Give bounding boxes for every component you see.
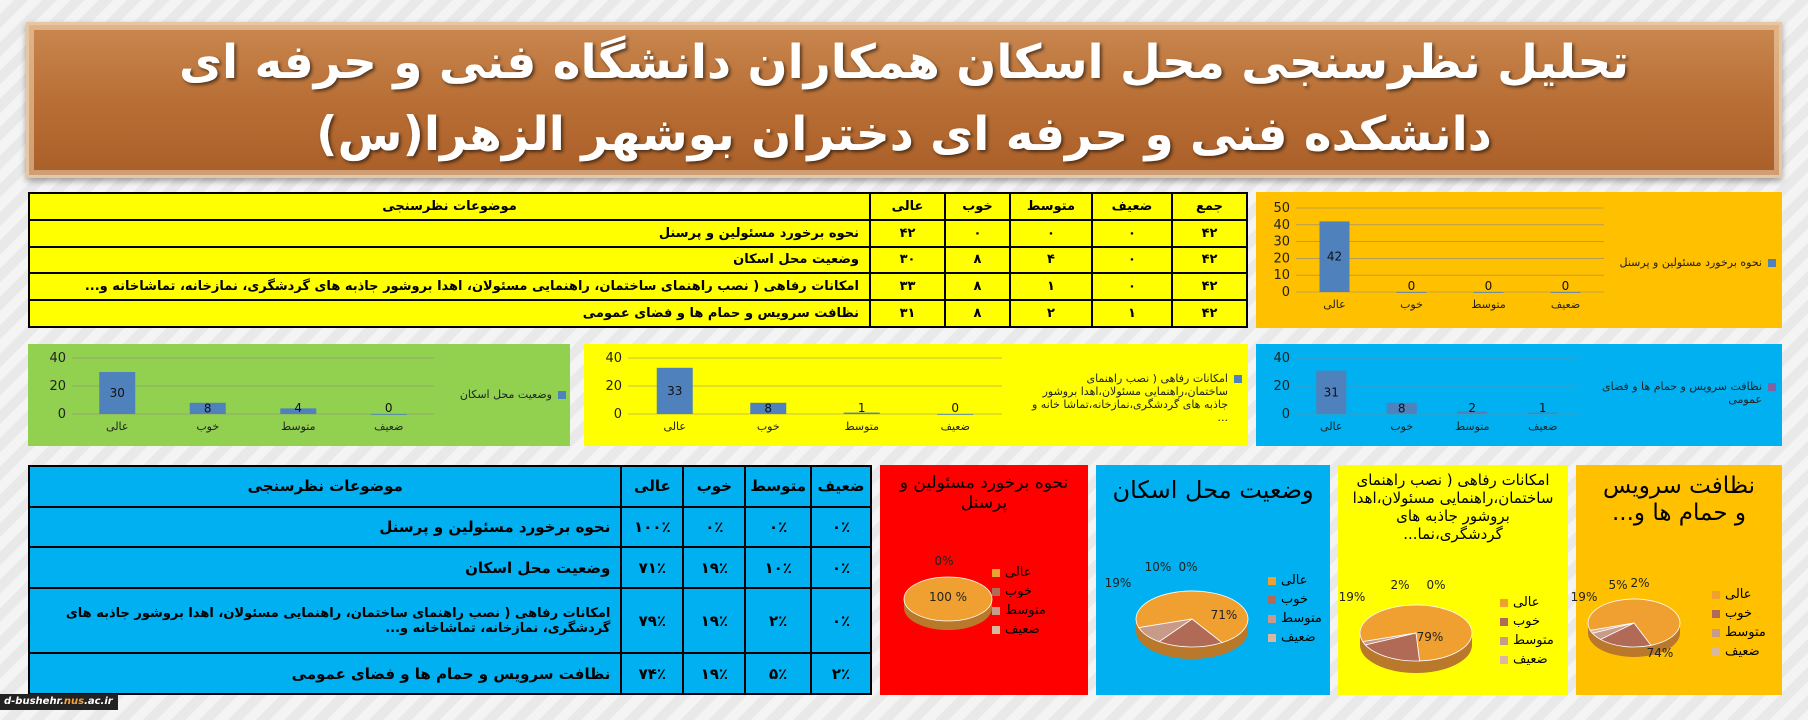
x-tick-label: ضعیف: [940, 420, 970, 433]
table-row: [29, 220, 1247, 247]
pie-legend-swatch: [1500, 599, 1508, 607]
cell-excellent: ۷۹٪: [621, 588, 683, 653]
bar-chart-amenities: [584, 344, 1248, 446]
pie-legend-item: [1268, 573, 1322, 588]
pie-legend-item: [1712, 644, 1766, 659]
x-tick-label: متوسط: [1454, 420, 1490, 433]
cell-average: ۲٪: [745, 588, 811, 653]
x-tick-label: ضعیف: [374, 420, 404, 433]
pie-title: وضعیت محل اسکان: [1112, 476, 1314, 504]
pie-legend-swatch: [992, 607, 1000, 615]
pie-legend-label: خوب: [1513, 614, 1540, 629]
pie-legend: [1500, 595, 1554, 671]
cell-good: ۸: [945, 273, 1010, 300]
cell-weak: ۰٪: [811, 588, 871, 653]
table-row: [29, 653, 871, 694]
footer-suffix: .ac.ir: [84, 696, 113, 707]
cell-topic: نحوه برخورد مسئولین و پرسنل: [29, 220, 870, 247]
pie-legend-label: ضعیف: [1725, 644, 1760, 659]
bar-chart-staff: [1256, 192, 1782, 328]
footer-url: [0, 694, 118, 710]
pie-legend-swatch: [1268, 634, 1276, 642]
cell-excellent: ۴۲: [870, 220, 945, 247]
y-tick-label: 20: [1273, 251, 1290, 267]
pie-title: نحوه برخورد مسئولین و پرسنل: [899, 473, 1069, 513]
x-tick-label: خوب: [1400, 298, 1423, 311]
col-good: خوب: [945, 193, 1010, 220]
counts-table: [28, 192, 1248, 328]
counts-table-header: [29, 193, 1247, 220]
data-label: 33: [667, 383, 683, 398]
legend-label: وضعیت محل اسکان: [459, 388, 552, 401]
cell-weak: ۰: [1092, 220, 1172, 247]
pie-title: امکانات رفاهی ( نصب راهنمای ساختمان،راهنمایی مسئولان،اهدا بروشور جاذبه های گردشگری،نما...: [1352, 471, 1554, 543]
legend-label: نظافت سرویس و حمام ها و فضای عمومی: [1601, 380, 1762, 406]
pie-label: 5%: [1608, 578, 1628, 592]
pie-legend-label: عالی: [1513, 595, 1540, 610]
x-tick-label: خوب: [196, 420, 220, 433]
pie-legend-swatch: [992, 569, 1000, 577]
pie-legend-label: ضعیف: [1005, 622, 1040, 637]
x-tick-label: عالی: [663, 420, 686, 433]
pie-legend: [992, 565, 1046, 641]
legend-label: امکانات رفاهی ( نصب راهنمای ساختمان،راهنمایی مسئولان،اهدا بروشور جاذبه های گردشگری،نمازخانه،تماشا خانه و ...: [1032, 372, 1228, 424]
pie-svg: [880, 465, 1088, 695]
bar-chart-cleanliness: [1256, 344, 1782, 446]
pie-label: 0%: [1426, 578, 1446, 592]
x-tick-label: متوسط: [844, 420, 880, 433]
col-weak: ضعیف: [811, 466, 871, 507]
col-average: متوسط: [745, 466, 811, 507]
data-label: 2: [1468, 401, 1477, 415]
y-tick-label: 40: [1273, 217, 1290, 233]
chart-legend: [448, 388, 566, 401]
cell-good: ۱۹٪: [683, 653, 745, 694]
x-tick-label: عالی: [1320, 420, 1343, 433]
pie-legend-item: [992, 603, 1046, 618]
table-row: [29, 247, 1247, 274]
legend-swatch: [1768, 259, 1776, 267]
pie-label: 2%: [1390, 578, 1410, 592]
pie-legend: [1268, 573, 1322, 649]
data-label: 0: [951, 401, 960, 415]
y-tick-label: 10: [1273, 268, 1290, 284]
pie-legend-item: [1500, 633, 1554, 648]
cell-total: ۴۲: [1172, 300, 1247, 327]
pie-legend-item: [1268, 592, 1322, 607]
y-tick-label: 40: [49, 351, 66, 366]
cell-topic: امکانات رفاهی ( نصب راهنمای ساختمان، راهنمایی مسئولان، اهدا بروشور جاذبه های گردشگری، نمازخانه، تماشاخانه و...: [29, 588, 621, 653]
legend-label: نحوه برخورد مسئولین و پرسنل: [1619, 256, 1762, 269]
data-label: 4: [294, 401, 303, 415]
col-good: خوب: [683, 466, 745, 507]
cell-average: ۰٪: [745, 507, 811, 548]
pie-title: نظافت سرویس و حمام ها و...: [1603, 473, 1755, 526]
pie-legend: [1712, 587, 1766, 663]
cell-average: ۵٪: [745, 653, 811, 694]
x-tick-label: ضعیف: [1550, 298, 1581, 311]
cell-average: ۱: [1010, 273, 1092, 300]
pie-label: 19%: [1104, 576, 1132, 590]
y-tick-label: 20: [1273, 379, 1290, 394]
chart-legend: [1592, 380, 1776, 406]
data-label: 8: [1397, 401, 1406, 416]
col-topic: موضوعات نظرسنجی: [29, 466, 621, 507]
cell-topic: وضعیت محل اسکان: [29, 547, 621, 588]
y-tick-label: 40: [1273, 351, 1290, 366]
x-tick-label: متوسط: [280, 420, 316, 433]
cell-excellent: ۱۰۰٪: [621, 507, 683, 548]
pie-legend-swatch: [1268, 577, 1276, 585]
pie-legend-swatch: [1712, 629, 1720, 637]
y-tick-label: 20: [605, 379, 622, 394]
pie-legend-swatch: [1712, 648, 1720, 656]
cell-topic: نظافت سرویس و حمام ها و فضای عمومی: [29, 653, 621, 694]
pie-legend-swatch: [992, 588, 1000, 596]
pie-legend-label: خوب: [1725, 606, 1752, 621]
cell-average: ۰: [1010, 220, 1092, 247]
cell-weak: ۲٪: [811, 653, 871, 694]
cell-weak: ۰: [1092, 273, 1172, 300]
pie-legend-swatch: [1500, 618, 1508, 626]
x-tick-label: ضعیف: [1528, 420, 1558, 433]
col-excellent: عالی: [870, 193, 945, 220]
percent-table: [28, 465, 872, 695]
pie-legend-item: [992, 622, 1046, 637]
title-banner: [26, 22, 1782, 178]
pie-legend-label: خوب: [1005, 584, 1032, 599]
pie-label: 0%: [934, 554, 954, 568]
cell-excellent: ۳۳: [870, 273, 945, 300]
cell-total: ۴۲: [1172, 220, 1247, 247]
col-total: جمع: [1172, 193, 1247, 220]
data-label: 30: [109, 386, 125, 400]
pie-label: 10%: [1144, 560, 1172, 574]
pie-legend-label: عالی: [1281, 573, 1308, 588]
table-row: [29, 588, 871, 653]
col-average: متوسط: [1010, 193, 1092, 220]
cell-topic: نحوه برخورد مسئولین و پرسنل: [29, 507, 621, 548]
data-label: 0: [1484, 279, 1493, 293]
pie-chart-amenities: [1338, 465, 1568, 695]
title-line-2: دانشکده فنی و حرفه ای دختران بوشهر الزهرا(س): [316, 107, 1492, 162]
data-label: 1: [1538, 401, 1547, 415]
pie-legend-swatch: [992, 626, 1000, 634]
data-label: 8: [764, 401, 773, 416]
pie-chart-housing: [1096, 465, 1330, 695]
cell-topic: نظافت سرویس و حمام ها و فضای عمومی: [29, 300, 870, 327]
pie-label: 19%: [1338, 590, 1366, 604]
table-row: [29, 300, 1247, 327]
pie-legend-item: [1500, 652, 1554, 667]
cell-average: ۲: [1010, 300, 1092, 327]
pie-legend-label: ضعیف: [1513, 652, 1548, 667]
cell-good: ۸: [945, 300, 1010, 327]
bar-chart-housing: [28, 344, 570, 446]
pie-label: 0%: [1178, 560, 1198, 574]
data-label: 1: [857, 401, 866, 415]
pie-chart-cleanliness: [1570, 465, 1782, 695]
legend-swatch: [1234, 375, 1242, 383]
y-tick-label: 0: [1281, 285, 1290, 300]
col-excellent: عالی: [621, 466, 683, 507]
table-row: [29, 507, 871, 548]
pie-legend-item: [1712, 587, 1766, 602]
pie-legend-swatch: [1268, 596, 1276, 604]
pie-label: 74%: [1646, 646, 1674, 660]
cell-good: ۱۹٪: [683, 547, 745, 588]
data-label: 0: [1407, 279, 1416, 293]
footer-prefix: d-bushehr.: [4, 696, 64, 707]
cell-good: ۰٪: [683, 507, 745, 548]
pie-legend-swatch: [1500, 656, 1508, 664]
cell-excellent: ۷۴٪: [621, 653, 683, 694]
pie-legend-label: ضعیف: [1281, 630, 1316, 645]
pie-label: 19%: [1570, 590, 1598, 604]
cell-excellent: ۳۰: [870, 247, 945, 274]
pie-legend-swatch: [1500, 637, 1508, 645]
pie-legend-label: عالی: [1725, 587, 1752, 602]
cell-total: ۴۲: [1172, 273, 1247, 300]
x-tick-label: متوسط: [1471, 298, 1506, 311]
percent-table-header: [29, 466, 871, 507]
table-row: [29, 273, 1247, 300]
col-topic: موضوعات نظرسنجی: [29, 193, 870, 220]
col-weak: ضعیف: [1092, 193, 1172, 220]
data-label: 31: [1323, 385, 1339, 400]
y-tick-label: 30: [1273, 234, 1290, 250]
y-tick-label: 20: [49, 379, 66, 394]
cell-good: ۰: [945, 220, 1010, 247]
cell-average: ۴: [1010, 247, 1092, 274]
pie-legend-label: متوسط: [1005, 603, 1046, 618]
pie-legend-item: [992, 584, 1046, 599]
data-label: 8: [203, 401, 212, 416]
data-label: 42: [1326, 249, 1343, 264]
y-tick-label: 50: [1273, 201, 1290, 216]
cell-excellent: ۳۱: [870, 300, 945, 327]
cell-good: ۱۹٪: [683, 588, 745, 653]
data-label: 0: [384, 401, 393, 415]
cell-weak: ۰٪: [811, 507, 871, 548]
pie-label: 71%: [1210, 608, 1238, 622]
x-tick-label: خوب: [756, 420, 780, 433]
pie-legend-label: متوسط: [1513, 633, 1554, 648]
pie-legend-item: [1268, 630, 1322, 645]
cell-excellent: ۷۱٪: [621, 547, 683, 588]
x-tick-label: عالی: [106, 420, 129, 433]
cell-total: ۴۲: [1172, 247, 1247, 274]
pie-legend-item: [1500, 595, 1554, 610]
cell-weak: ۱: [1092, 300, 1172, 327]
cell-weak: ۰: [1092, 247, 1172, 274]
y-tick-label: 40: [605, 351, 622, 366]
pie-chart-staff: [880, 465, 1088, 695]
pie-legend-item: [1268, 611, 1322, 626]
pie-legend-swatch: [1712, 610, 1720, 618]
pie-legend-item: [1712, 606, 1766, 621]
pie-legend-label: خوب: [1281, 592, 1308, 607]
pie-legend-item: [1712, 625, 1766, 640]
cell-topic: امکانات رفاهی ( نصب راهنمای ساختمان، راهنمایی مسئولان، اهدا بروشور جاذبه های گردشگری، نمازخانه، تماشاخانه و...: [29, 273, 870, 300]
footer-accent: nus: [63, 696, 85, 707]
title-line-1: تحلیل نظرسنجی محل اسکان همکاران دانشگاه فنی و حرفه ای: [178, 35, 1630, 90]
cell-average: ۱۰٪: [745, 547, 811, 588]
pie-legend-label: عالی: [1005, 565, 1032, 580]
y-tick-label: 0: [613, 407, 622, 422]
data-label: 0: [1561, 279, 1570, 293]
chart-legend: [1616, 256, 1776, 269]
y-tick-label: 0: [57, 407, 66, 422]
table-row: [29, 547, 871, 588]
pie-legend-item: [1500, 614, 1554, 629]
pie-legend-swatch: [1268, 615, 1276, 623]
pie-label: 100 %: [928, 590, 968, 604]
pie-legend-label: متوسط: [1725, 625, 1766, 640]
chart-legend: [1020, 372, 1242, 424]
pie-label: 2%: [1630, 576, 1650, 590]
x-tick-label: عالی: [1323, 298, 1346, 311]
cell-topic: وضعیت محل اسکان: [29, 247, 870, 274]
cell-good: ۸: [945, 247, 1010, 274]
x-tick-label: خوب: [1390, 420, 1414, 433]
pie-legend-swatch: [1712, 591, 1720, 599]
pie-legend-label: متوسط: [1281, 611, 1322, 626]
pie-label: 79%: [1416, 630, 1444, 644]
pie-legend-item: [992, 565, 1046, 580]
y-tick-label: 0: [1281, 407, 1290, 422]
legend-swatch: [558, 391, 566, 399]
cell-weak: ۰٪: [811, 547, 871, 588]
legend-swatch: [1768, 383, 1776, 391]
